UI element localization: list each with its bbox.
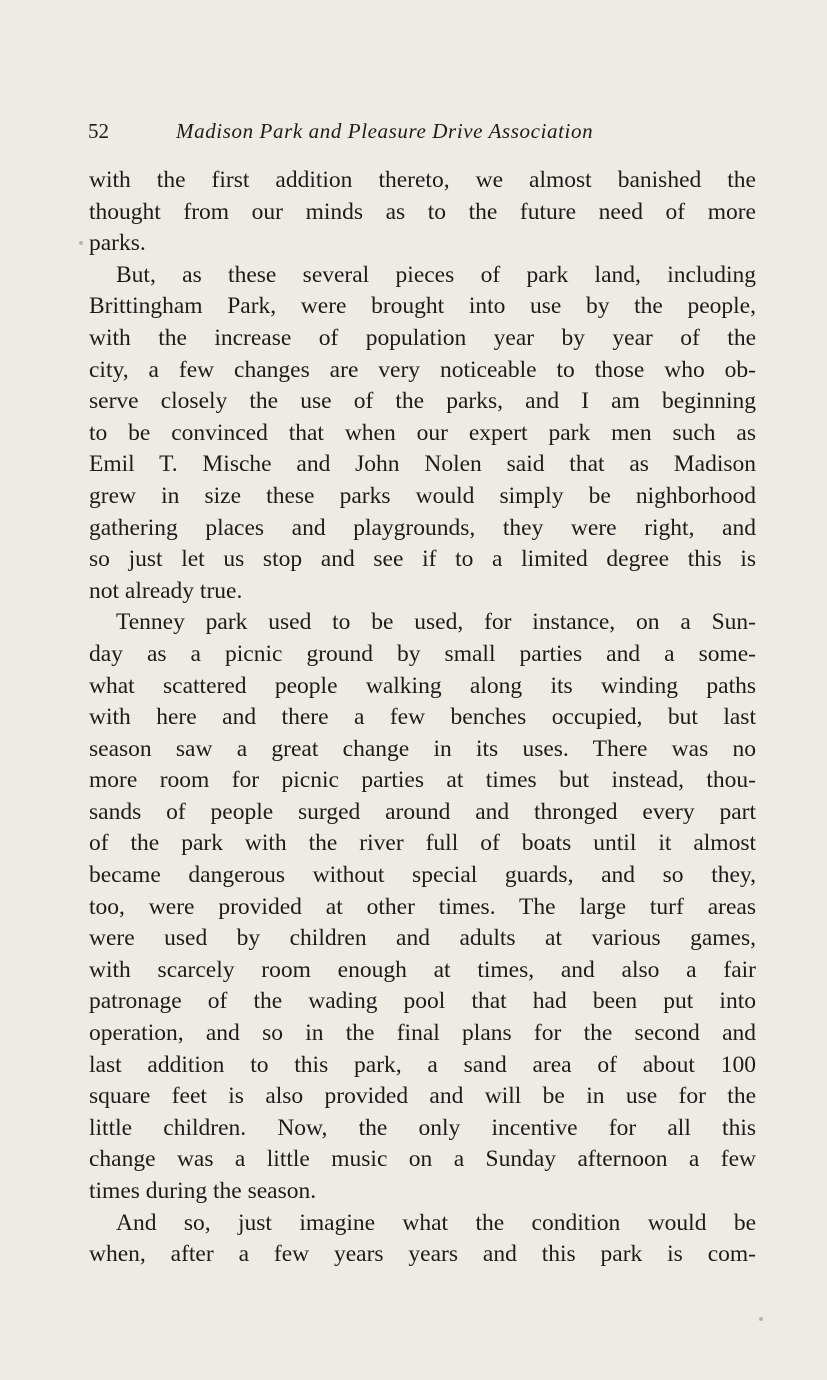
text-line: little children. Now, the only incentive for all this: [89, 1114, 756, 1141]
text-line: became dangerous without special guards, and so they,: [89, 862, 756, 889]
text-line: last addition to this park, a sand area of about 100: [89, 1051, 756, 1078]
text-line: parks.: [89, 230, 146, 257]
text-line: But, as these several pieces of park land, including: [116, 261, 756, 288]
text-line: change was a little music on a Sunday afternoon a few: [89, 1146, 756, 1173]
text-line: season saw a great change in its uses. There was no: [89, 735, 756, 762]
text-line: too, were provided at other times. The large turf areas: [89, 893, 756, 920]
text-line: so just let us stop and see if to a limited degree this is: [89, 546, 756, 573]
running-title: Madison Park and Pleasure Drive Association: [176, 119, 594, 143]
text-line: serve closely the use of the parks, and I am beginning: [89, 388, 756, 415]
text-line: what scattered people walking along its winding paths: [89, 672, 756, 699]
paper-speck: [79, 241, 83, 245]
text-line: Emil T. Mische and John Nolen said that as Madison: [89, 451, 756, 478]
text-line: grew in size these parks would simply be nighborhood: [89, 482, 756, 509]
text-line: more room for picnic parties at times but instead, thou-: [89, 767, 756, 794]
text-line: patronage of the wading pool that had been put into: [89, 988, 756, 1015]
page-number: 52: [88, 119, 109, 143]
running-head: [88, 116, 668, 146]
text-line: city, a few changes are very noticeable to those who ob-: [89, 356, 756, 383]
text-line: not already true.: [89, 577, 243, 604]
text-line: to be convinced that when our expert park men such as: [89, 419, 756, 446]
paper-speck: [759, 1317, 763, 1321]
text-line: times during the season.: [89, 1178, 317, 1204]
text-line: of the park with the river full of boats until it almost: [89, 830, 756, 857]
text-line: with the first addition thereto, we almost banished the: [89, 167, 756, 193]
text-line: with here and there a few benches occupied, but last: [89, 704, 756, 731]
text-line: thought from our minds as to the future need of more: [89, 198, 756, 225]
text-line: sands of people surged around and thronged every part: [89, 798, 756, 825]
text-line: when, after a few years years and this park is com-: [89, 1241, 756, 1268]
text-line: gathering places and playgrounds, they were right, and: [89, 514, 756, 541]
text-line: square feet is also provided and will be in use for the: [89, 1083, 756, 1110]
text-line: with the increase of population year by year of the: [89, 324, 756, 351]
text-line: operation, and so in the final plans for the second and: [89, 1020, 756, 1047]
text-line: Tenney park used to be used, for instance, on a Sun-: [116, 609, 756, 636]
text-line: day as a picnic ground by small parties and a some-: [89, 640, 756, 667]
text-line: with scarcely room enough at times, and also a fair: [89, 956, 756, 983]
text-line: were used by children and adults at various games,: [89, 925, 756, 952]
body-text: [89, 165, 756, 1271]
text-line: Brittingham Park, were brought into use by the people,: [89, 293, 756, 320]
text-line: And so, just imagine what the condition would be: [116, 1209, 756, 1236]
